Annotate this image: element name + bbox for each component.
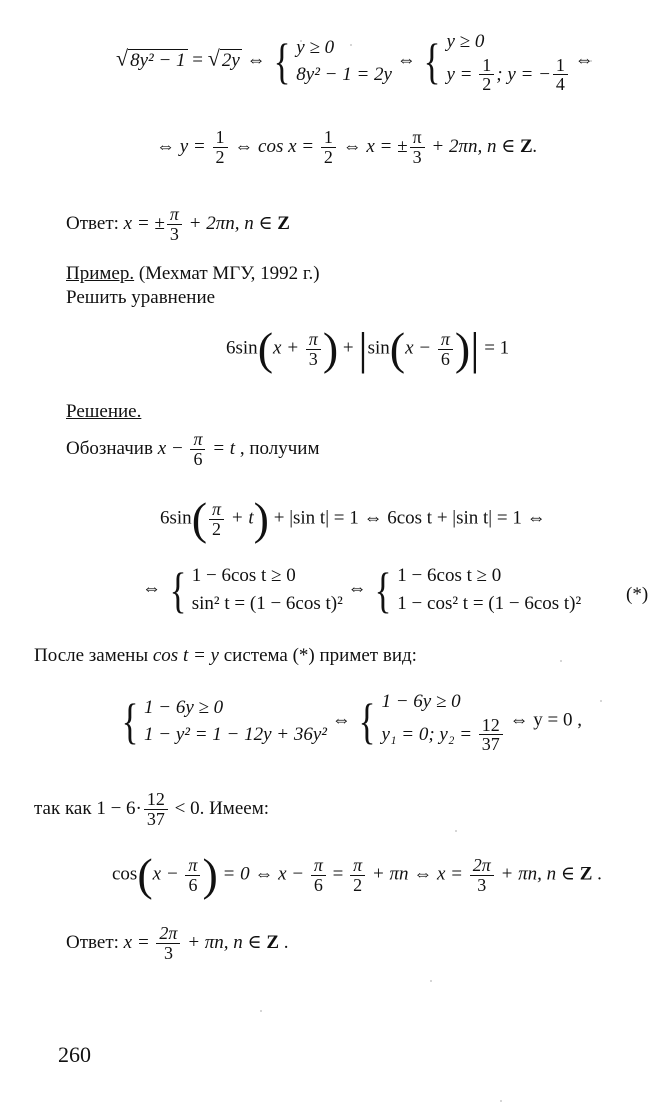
system-row: sin² t = (1 − 6cos t)² xyxy=(191,592,343,614)
denominator: 4 xyxy=(555,74,565,95)
example-heading xyxy=(66,263,320,286)
text: x + xyxy=(273,337,304,359)
numerator: 2π xyxy=(470,856,494,876)
denominator: 37 xyxy=(481,734,500,755)
denominator: 37 xyxy=(146,808,165,829)
fraction xyxy=(553,56,568,95)
fraction xyxy=(311,856,326,895)
text: ⇔ xyxy=(142,577,166,599)
numerator: π xyxy=(311,856,326,876)
text: так как xyxy=(34,797,97,819)
scan-speck xyxy=(600,700,602,702)
numerator: 12 xyxy=(144,790,168,810)
denominator: 2 xyxy=(215,146,225,167)
scan-speck xyxy=(560,660,562,662)
fraction xyxy=(470,856,494,895)
page-number: 260 xyxy=(58,1042,91,1067)
text: ⇔ y = xyxy=(156,135,211,157)
equation-system-cos xyxy=(142,562,581,617)
answer-1 xyxy=(66,205,290,244)
fraction xyxy=(321,128,336,167)
denominator: 3 xyxy=(308,348,318,369)
system-row: 1 − y² = 1 − 12y + 36y² xyxy=(144,724,327,746)
numerator: 1 xyxy=(213,128,228,148)
fraction xyxy=(144,790,168,829)
integers-symbol: Z xyxy=(277,212,290,234)
numerator: π xyxy=(185,856,200,876)
system-row: 1 − 6cos t ≥ 0 xyxy=(397,565,502,586)
text: = 0 ⇔ x − xyxy=(217,863,309,885)
text: + |sin t| = 1 ⇔ 6cos t + |sin t| = 1 ⇔ xyxy=(268,507,546,529)
system-a: { y ≥ 0 8y² − 1 = 2y xyxy=(273,33,392,90)
text: . Имеем: xyxy=(199,797,269,819)
radicand-2: 2y xyxy=(221,49,240,71)
system-row xyxy=(381,716,504,755)
text: ⇔ y = 0 , xyxy=(504,709,582,731)
text: y₁ = 0; y₂ = xyxy=(381,723,477,745)
text: + xyxy=(338,337,359,359)
denominator: 2 xyxy=(482,74,492,95)
fraction xyxy=(350,856,365,895)
scan-speck xyxy=(260,1010,262,1012)
fraction xyxy=(306,330,321,369)
scan-speck xyxy=(300,40,302,42)
numerator: π xyxy=(190,430,205,450)
scan-speck xyxy=(590,60,592,62)
iff-sign: ⇔ xyxy=(347,577,372,599)
numerator: 1 xyxy=(479,56,494,76)
text: 6sin xyxy=(160,507,192,529)
scan-speck xyxy=(350,44,352,46)
system-row: 8y² − 1 = 2y xyxy=(296,64,392,86)
numerator: π xyxy=(350,856,365,876)
denominator: 2 xyxy=(323,146,333,167)
text: = t xyxy=(207,437,236,459)
text: + 2πn, n ∈ xyxy=(183,212,278,234)
iff-sign: ⇔ xyxy=(574,49,594,71)
denominator: 6 xyxy=(188,874,198,895)
text: . xyxy=(532,135,538,157)
fraction xyxy=(156,924,180,963)
system-b: { 1 − 6y ≥ 0 y₁ = 0; y₂ = $\frac{12}{37}$ xyxy=(355,688,504,754)
denominator: 3 xyxy=(169,223,179,244)
equation-substituted: 6sin( $\frac{\pi}{2}$ + t) + |sin t| = 1 ⇔ 6cos t + |sin t| = 1 ⇔ xyxy=(160,493,546,544)
text: ⇔ cos x = xyxy=(229,135,319,157)
text: После замены xyxy=(34,645,153,666)
text: cos xyxy=(112,863,138,885)
text: y = xyxy=(446,63,478,85)
substitution-note xyxy=(34,645,417,668)
denominator: 3 xyxy=(163,942,173,963)
iff-sign: ⇔ xyxy=(241,49,271,71)
text: + πn ⇔ x = xyxy=(367,863,468,885)
equation-label: (*) xyxy=(626,584,649,605)
fraction xyxy=(438,330,453,369)
text: + 2πn, n ∈ xyxy=(426,135,521,157)
text: 1 − 6· xyxy=(96,797,142,819)
text: cos t = y xyxy=(152,645,219,666)
text: x = xyxy=(123,931,155,953)
text: ⇔ x = ± xyxy=(337,135,408,157)
system-a: { 1 − 6y ≥ 0 1 − y² = 1 − 12y + 36y² xyxy=(121,693,327,750)
numerator: π xyxy=(167,205,182,225)
text: = 1 xyxy=(479,337,510,359)
text: sin xyxy=(367,337,390,359)
denominator: 2 xyxy=(353,874,363,895)
text: < 0 xyxy=(169,797,200,819)
fraction xyxy=(213,128,228,167)
equation-system-y xyxy=(118,688,582,754)
denominator: 6 xyxy=(193,448,203,469)
text: + πn, n ∈ xyxy=(495,863,580,885)
text: система (*) примет вид: xyxy=(219,645,417,666)
answer-2 xyxy=(66,924,289,963)
system-row xyxy=(446,56,569,95)
text: + t xyxy=(226,507,254,529)
fraction xyxy=(190,430,205,469)
iff-sign: ⇔ xyxy=(331,709,356,731)
numerator: π xyxy=(410,128,425,148)
numerator: 1 xyxy=(553,56,568,76)
radicand-1: 8y² − 1 xyxy=(130,49,186,71)
equals-sign: = xyxy=(187,49,208,71)
denominator: 6 xyxy=(313,874,323,895)
system-b: { 1 − 6cos t ≥ 0 1 − cos² t = (1 − 6cos t)² xyxy=(374,561,582,618)
fraction xyxy=(209,500,224,539)
system-row: y ≥ 0 xyxy=(296,36,335,58)
system-row: y ≥ 0 xyxy=(446,31,485,52)
scan-speck xyxy=(430,980,432,982)
example-task: Решить уравнение xyxy=(66,287,216,308)
system-row: 1 − 6cos t ≥ 0 xyxy=(191,565,296,586)
fraction xyxy=(479,56,494,95)
example-source: (Мехмат МГУ, 1992 г.) xyxy=(134,263,320,284)
text: ; y = − xyxy=(496,63,551,85)
numerator: π xyxy=(306,330,321,350)
system-row: 1 − 6y ≥ 0 xyxy=(381,691,461,712)
integers-symbol: Z xyxy=(579,863,593,885)
numerator: 12 xyxy=(479,716,503,736)
denominator: 2 xyxy=(212,518,222,539)
text: , получим xyxy=(235,437,320,459)
text: x − xyxy=(152,863,184,885)
since-line xyxy=(34,790,269,829)
denominator: 6 xyxy=(440,348,450,369)
numerator: π xyxy=(438,330,453,350)
radical-sign-2: √ xyxy=(207,45,220,71)
numerator: π xyxy=(209,500,224,520)
fraction xyxy=(410,128,425,167)
integers-symbol: Z xyxy=(520,135,533,157)
system-b: { y ≥ 0 y = $\frac{1}{2}$ ; y = − $\frac{1}{4}$ xyxy=(420,28,569,94)
text: x − xyxy=(157,437,189,459)
numerator: 2π xyxy=(156,924,180,944)
example-title: Пример. xyxy=(66,263,135,284)
equation-sqrt-system xyxy=(116,28,594,94)
text: . xyxy=(592,863,602,885)
text: Обозначив xyxy=(66,437,158,459)
fraction xyxy=(185,856,200,895)
text: x − xyxy=(405,337,436,359)
answer-label: Ответ: xyxy=(66,212,124,234)
solution-title: Решение. xyxy=(66,401,142,422)
substitution-line xyxy=(66,430,320,469)
equation-cos-result xyxy=(156,128,537,167)
numerator: 1 xyxy=(321,128,336,148)
text: = xyxy=(327,863,349,885)
equation-cos-solve: cos(x − $\frac{\pi}{6}$ ) = 0 ⇔ x − $\frac{\pi}{6}$ = $\frac{\pi}{2}$ + πn ⇔ x = $\frac{2\pi}{3}$ + πn, n ∈ Z . xyxy=(112,849,602,900)
system-row: 1 − cos² t = (1 − 6cos t)² xyxy=(397,592,582,614)
text: x = ± xyxy=(123,212,165,234)
scan-speck xyxy=(455,830,457,832)
fraction xyxy=(167,205,182,244)
iff-sign: ⇔ xyxy=(396,49,421,71)
equation-main: 6sin(x + $\frac{\pi}{3}$ ) + |sin(x − $\frac{\pi}{6}$ )| = 1 xyxy=(226,323,510,374)
system-a: { 1 − 6cos t ≥ 0 sin² t = (1 − 6cos t)² xyxy=(169,561,343,618)
fraction xyxy=(479,716,503,755)
answer-label: Ответ: xyxy=(66,931,124,953)
scan-speck xyxy=(500,1100,502,1102)
text: 6sin xyxy=(226,337,258,359)
text: + πn, n ∈ xyxy=(182,931,267,953)
integers-symbol: Z xyxy=(266,931,280,953)
text: . xyxy=(279,931,289,953)
denominator: 3 xyxy=(412,146,422,167)
denominator: 3 xyxy=(477,874,487,895)
radical-sign: √ xyxy=(116,45,129,71)
system-row: 1 − 6y ≥ 0 xyxy=(144,696,224,718)
